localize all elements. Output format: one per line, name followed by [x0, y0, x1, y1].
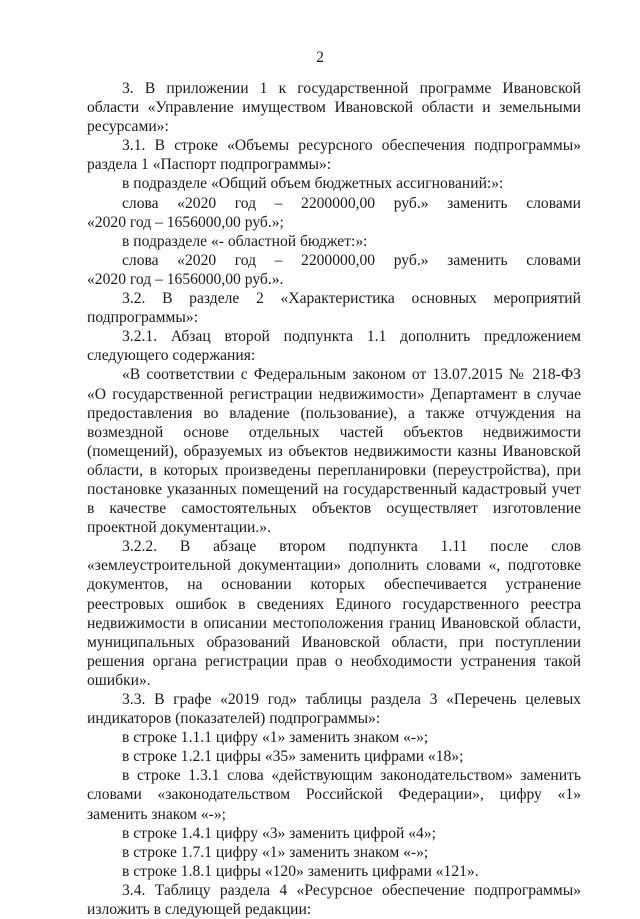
paragraph-3-2-2 [87, 537, 581, 690]
text-line: 3.3. В графе «2019 год» таблицы раздела 3 «Перечень целевых [122, 691, 581, 708]
text-line: муниципальных образований Ивановской области, при поступлении [87, 633, 581, 651]
text-line: подпрограммы»: [87, 309, 199, 327]
text-line: в строке 1.2.1 цифры «35» заменить цифрами «18»; [122, 748, 464, 766]
paragraph-row-1-2-1 [87, 747, 581, 766]
paragraph-3-3 [87, 690, 581, 728]
text-line: реестровых ошибок в сведениях Единого государственного реестра [87, 595, 581, 613]
text-line: проектной документации.». [87, 519, 271, 537]
text-line: в строке 1.7.1 цифру «1» заменить знаком «-»; [122, 843, 429, 861]
text-line: «2020 год – 1656000,00 руб.». [87, 270, 284, 288]
text-line: слова «2020 год – 2200000,00 руб.» заменить словами [122, 194, 581, 212]
text-line: «землеустроительной документации» дополнить словами «, подготовке [87, 557, 581, 575]
text-line: ресурсами»: [87, 118, 169, 136]
text-line: области, в которых произведены перепланировки (переустройства), при [87, 461, 581, 479]
text-line: индикаторов (показателей) подпрограммы»: [87, 710, 381, 728]
text-line: недвижимости в описании местоположения границ Ивановской области, [87, 614, 581, 632]
paragraph-subsection-regional [87, 232, 581, 251]
text-line: в строке 1.3.1 слова «действующим законодательством» заменить [122, 767, 581, 785]
document-body [87, 79, 581, 919]
text-line: 3. В приложении 1 к государственной программе Ивановской [122, 80, 581, 97]
text-line: «О государственной регистрации недвижимости» Департамент в случае [87, 385, 581, 403]
text-line: в строке 1.8.1 цифры «120» заменить цифрами «121». [122, 862, 479, 880]
text-line: в качестве самостоятельных объектов осуществляет изготовление [87, 500, 581, 518]
text-line: в строке 1.1.1 цифру «1» заменить знаком «-»; [122, 729, 429, 747]
text-line: решения органа регистрации прав о необходимости устранения такой [87, 652, 581, 670]
text-line: в подразделе «- областной бюджет:»: [122, 232, 368, 250]
paragraph-words-total [87, 194, 581, 232]
text-line: раздела 1 «Паспорт подпрограммы»: [87, 156, 332, 174]
text-line: в строке 1.4.1 цифру «3» заменить цифрой «4»; [122, 824, 436, 842]
paragraph-quoted-insert [87, 365, 581, 537]
text-line: слова «2020 год – 2200000,00 руб.» заменить словами [122, 251, 581, 269]
text-line: 3.1. В строке «Объемы ресурсного обеспечения подпрограммы» [122, 137, 581, 155]
text-line: изложить в следующей редакции: [87, 901, 312, 919]
paragraph-row-1-4-1 [87, 824, 581, 843]
paragraph-row-1-3-1 [87, 766, 581, 823]
text-line: (помещений), образуемых из объектов недвижимости казны Ивановской [87, 442, 581, 460]
text-line: 3.2. В разделе 2 «Характеристика основных мероприятий [122, 290, 581, 308]
text-line: предоставления во владение (пользование), а также отчуждения на [87, 404, 581, 422]
text-line: постановке указанных помещений на государственный кадастровый учет [87, 480, 581, 498]
paragraph-row-1-1-1 [87, 728, 581, 747]
text-line: 3.4. Таблицу раздела 4 «Ресурсное обеспечение подпрограммы» [122, 881, 581, 899]
paragraph-row-1-7-1 [87, 843, 581, 862]
text-line: «В соответствии с Федеральным законом от 13.07.2015 № 218-ФЗ [122, 366, 581, 384]
text-line: «2020 год – 1656000,00 руб.»; [87, 213, 284, 231]
paragraph-3 [87, 79, 581, 136]
text-line: 3.2.1. Абзац второй подпункта 1.1 дополнить предложением [122, 328, 581, 346]
paragraph-subsection-total [87, 174, 581, 193]
paragraph-3-4 [87, 881, 581, 919]
page-number: 2 [316, 49, 324, 66]
text-line: возмездной основе отдельных частей объектов недвижимости [87, 423, 581, 441]
text-line: следующего содержания: [87, 347, 256, 365]
paragraph-3-2-1 [87, 327, 581, 365]
paragraph-3-1 [87, 136, 581, 174]
text-line: области «Управление имуществом Ивановской области и земельными [87, 99, 581, 117]
paragraph-3-2 [87, 289, 581, 327]
text-line: 3.2.2. В абзаце втором подпункта 1.11 после слов [122, 538, 581, 556]
paragraph-words-regional [87, 251, 581, 289]
text-line: ошибки». [87, 671, 151, 689]
text-line: заменить знаком «-»; [87, 805, 226, 823]
text-line: словами «законодательством Российской Федерации», цифру «1» [87, 786, 581, 804]
paragraph-row-1-8-1 [87, 862, 581, 881]
text-line: документов, на основании которых обеспечивается устранение [87, 576, 581, 594]
text-line: в подразделе «Общий объем бюджетных ассигнований:»: [122, 175, 504, 193]
